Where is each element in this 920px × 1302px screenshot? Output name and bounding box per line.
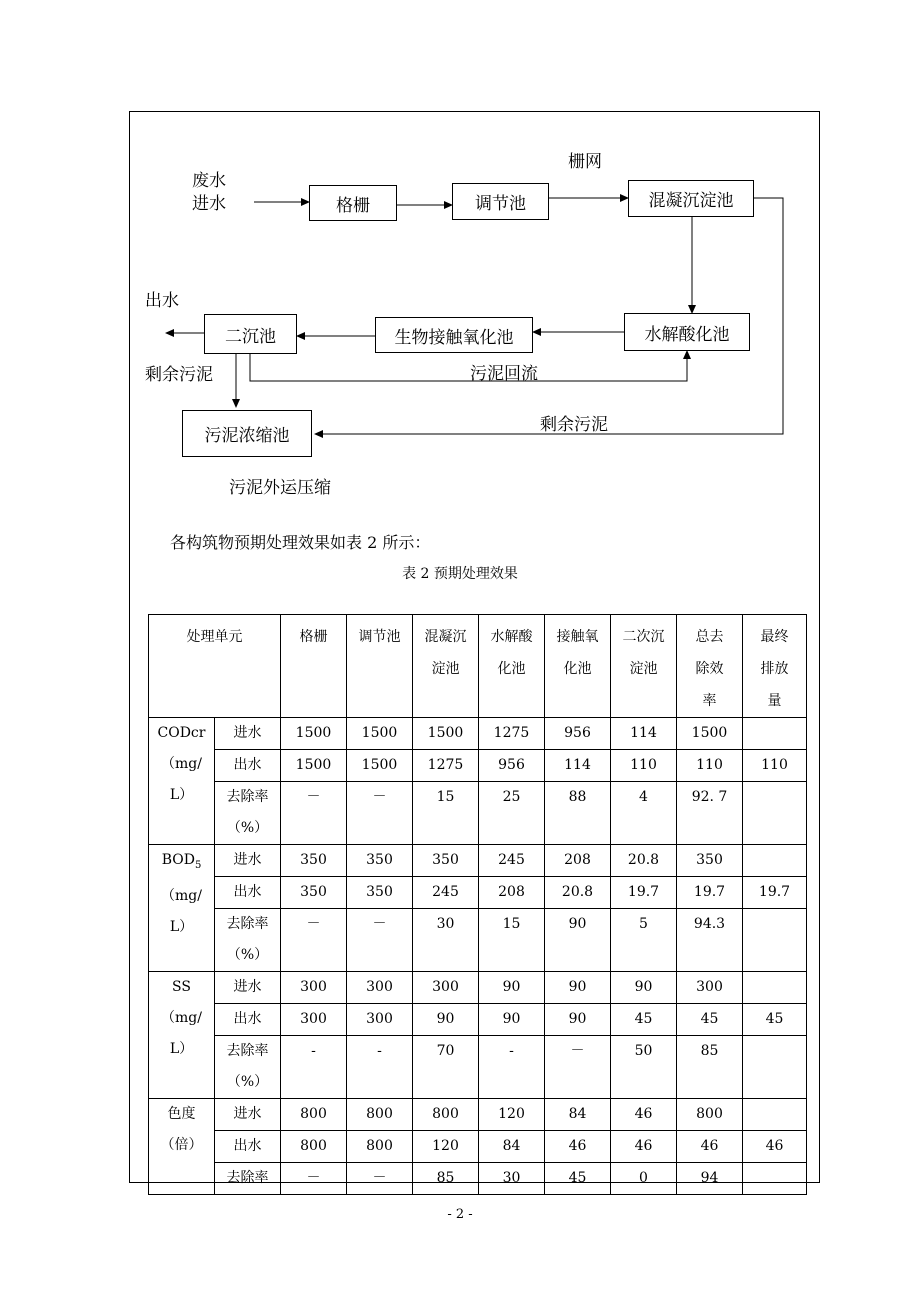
- value-cell: 88: [545, 782, 611, 845]
- row-label-cell: [215, 782, 281, 845]
- value-cell: 1275: [413, 750, 479, 782]
- row-label-cell: 出水: [215, 1004, 281, 1036]
- value-cell: 45: [545, 1163, 611, 1195]
- value-cell: 110: [611, 750, 677, 782]
- value-cell: 956: [479, 750, 545, 782]
- value-cell: 800: [677, 1099, 743, 1131]
- value-cell: 1500: [281, 750, 347, 782]
- value-cell: 90: [545, 1004, 611, 1036]
- value-cell: [743, 909, 807, 972]
- bio-contact-tank-label: 生物接触氧化池: [394, 327, 514, 348]
- secondary-clarifier-box: [204, 314, 297, 354]
- row-label-line: （%）: [226, 820, 269, 836]
- value-cell: 350: [413, 845, 479, 877]
- value-cell: 350: [281, 877, 347, 909]
- grid-label: 栅网: [568, 152, 602, 172]
- value-cell: 46: [743, 1131, 807, 1163]
- value-cell: 90: [545, 972, 611, 1004]
- value-cell: 94.3: [677, 909, 743, 972]
- parameter-cell: [149, 1099, 215, 1195]
- row-label-cell: 进水: [215, 1099, 281, 1131]
- header-final-discharge: 最终 排放 量: [743, 615, 807, 718]
- value-cell: 90: [611, 972, 677, 1004]
- value-cell: [743, 718, 807, 750]
- value-cell: 19.7: [611, 877, 677, 909]
- table-row: [149, 972, 807, 1004]
- table-row: [149, 1036, 807, 1099]
- grille-box: [309, 185, 397, 221]
- value-cell: －: [347, 1163, 413, 1195]
- header-grille: 格栅: [281, 615, 347, 718]
- parameter-label-line: SS: [172, 979, 191, 995]
- header-regulating: 调节池: [347, 615, 413, 718]
- parameter-cell: [149, 845, 215, 972]
- header-secondary: 二次沉 淀池: [611, 615, 677, 718]
- value-cell: 114: [611, 718, 677, 750]
- table-row: [149, 782, 807, 845]
- coagulation-tank-label: 混凝沉淀池: [648, 191, 734, 211]
- row-label-cell: [215, 1036, 281, 1099]
- hydrolysis-tank-box: [624, 313, 750, 351]
- page-number: - 2 -: [447, 1207, 473, 1222]
- parameter-label-line: L）: [169, 787, 194, 803]
- parameter-cell: [149, 718, 215, 845]
- flow-connectors: [0, 0, 920, 520]
- value-cell: 85: [413, 1163, 479, 1195]
- value-cell: 350: [347, 877, 413, 909]
- value-cell: 15: [413, 782, 479, 845]
- value-cell: 84: [545, 1099, 611, 1131]
- row-label-cell: 出水: [215, 1131, 281, 1163]
- sludge-thickener-box: [182, 410, 312, 457]
- table-caption: 表 2 预期处理效果: [402, 566, 518, 582]
- value-cell: 90: [479, 972, 545, 1004]
- value-cell: 350: [281, 845, 347, 877]
- value-cell: 84: [479, 1131, 545, 1163]
- header-contact: 接触氧 化池: [545, 615, 611, 718]
- intro-text: 各构筑物预期处理效果如表 2 所示：: [170, 533, 431, 552]
- table-row: [149, 845, 807, 877]
- value-cell: 19.7: [743, 877, 807, 909]
- value-cell: 208: [545, 845, 611, 877]
- value-cell: -: [347, 1036, 413, 1099]
- value-cell: 20.8: [545, 877, 611, 909]
- value-cell: 1275: [479, 718, 545, 750]
- parameter-label-line: 色度: [167, 1106, 196, 1122]
- secondary-clarifier-label: 二沉池: [225, 326, 276, 347]
- parameter-subscript: 5: [194, 859, 202, 871]
- table-row: [149, 909, 807, 972]
- value-cell: 300: [413, 972, 479, 1004]
- parameter-cell: [149, 972, 215, 1099]
- sludge-return-label: 污泥回流: [470, 364, 538, 384]
- parameter-label-line: （倍）: [160, 1137, 203, 1153]
- parameter-label-line: （mg/: [161, 887, 202, 904]
- arrow-sludge-return: [250, 351, 687, 381]
- value-cell: 1500: [281, 718, 347, 750]
- value-cell: 90: [413, 1004, 479, 1036]
- value-cell: －: [545, 1036, 611, 1099]
- value-cell: 46: [611, 1099, 677, 1131]
- table-row: [149, 718, 807, 750]
- value-cell: 50: [611, 1036, 677, 1099]
- value-cell: 46: [545, 1131, 611, 1163]
- value-cell: 94: [677, 1163, 743, 1195]
- header-hydrolysis: 水解酸 化池: [479, 615, 545, 718]
- parameter-label-line: BOD: [161, 852, 195, 868]
- value-cell: [743, 1163, 807, 1195]
- value-cell: 800: [281, 1099, 347, 1131]
- value-cell: 46: [677, 1131, 743, 1163]
- value-cell: 300: [281, 972, 347, 1004]
- value-cell: 1500: [347, 750, 413, 782]
- value-cell: －: [347, 782, 413, 845]
- value-cell: 92. 7: [677, 782, 743, 845]
- value-cell: [743, 972, 807, 1004]
- value-cell: 300: [347, 1004, 413, 1036]
- table-row: [149, 877, 807, 909]
- value-cell: －: [281, 782, 347, 845]
- inlet-label-line1: 废水: [192, 171, 226, 191]
- row-label-line: 去除率: [226, 1170, 269, 1186]
- value-cell: 45: [677, 1004, 743, 1036]
- value-cell: 120: [413, 1131, 479, 1163]
- value-cell: [743, 782, 807, 845]
- value-cell: [743, 1099, 807, 1131]
- value-cell: 956: [545, 718, 611, 750]
- row-label-cell: 进水: [215, 972, 281, 1004]
- value-cell: 800: [413, 1099, 479, 1131]
- value-cell: 30: [413, 909, 479, 972]
- header-total-removal: 总去 除效 率: [677, 615, 743, 718]
- hydrolysis-tank-label: 水解酸化池: [644, 324, 730, 345]
- row-label-cell: [215, 1163, 281, 1195]
- sludge-transport-label: 污泥外运压缩: [229, 478, 331, 498]
- row-label-cell: 出水: [215, 877, 281, 909]
- row-label-line: （%）: [226, 1074, 269, 1090]
- value-cell: 110: [743, 750, 807, 782]
- row-label-cell: 进水: [215, 845, 281, 877]
- value-cell: 300: [677, 972, 743, 1004]
- value-cell: －: [281, 1163, 347, 1195]
- value-cell: 800: [347, 1131, 413, 1163]
- coagulation-tank-box: [628, 180, 754, 217]
- value-cell: 0: [611, 1163, 677, 1195]
- table-row: [149, 750, 807, 782]
- value-cell: 350: [347, 845, 413, 877]
- parameter-label-line: （mg/: [161, 1010, 202, 1026]
- residual-sludge-right-label: 剩余污泥: [540, 415, 608, 435]
- row-label-cell: 进水: [215, 718, 281, 750]
- value-cell: 1500: [677, 718, 743, 750]
- parameter-label-line: CODcr: [157, 725, 206, 741]
- regulating-tank-box: [452, 183, 549, 220]
- value-cell: 245: [413, 877, 479, 909]
- header-unit: 处理单元: [149, 615, 281, 718]
- value-cell: 25: [479, 782, 545, 845]
- header-coagulation: 混凝沉 淀池: [413, 615, 479, 718]
- inlet-label-line2: 进水: [192, 194, 226, 214]
- value-cell: 90: [479, 1004, 545, 1036]
- value-cell: 245: [479, 845, 545, 877]
- value-cell: 208: [479, 877, 545, 909]
- parameter-label-line: （mg/: [161, 756, 202, 772]
- value-cell: [743, 1036, 807, 1099]
- value-cell: 70: [413, 1036, 479, 1099]
- value-cell: 114: [545, 750, 611, 782]
- value-cell: 15: [479, 909, 545, 972]
- value-cell: 120: [479, 1099, 545, 1131]
- value-cell: 350: [677, 845, 743, 877]
- table-row: [149, 1163, 807, 1195]
- value-cell: 45: [743, 1004, 807, 1036]
- table-header-row: [149, 615, 807, 718]
- value-cell: 300: [347, 972, 413, 1004]
- value-cell: 300: [281, 1004, 347, 1036]
- parameter-label-line: L）: [169, 918, 194, 935]
- parameter-label-line: L）: [169, 1041, 194, 1057]
- value-cell: 45: [611, 1004, 677, 1036]
- value-cell: 20.8: [611, 845, 677, 877]
- value-cell: 85: [677, 1036, 743, 1099]
- table-row: [149, 1004, 807, 1036]
- value-cell: －: [347, 909, 413, 972]
- row-label-cell: 出水: [215, 750, 281, 782]
- value-cell: -: [479, 1036, 545, 1099]
- value-cell: 30: [479, 1163, 545, 1195]
- value-cell: [743, 845, 807, 877]
- table-row: [149, 1099, 807, 1131]
- value-cell: -: [281, 1036, 347, 1099]
- table-row: [149, 1131, 807, 1163]
- bio-contact-tank-box: [375, 317, 533, 353]
- value-cell: 110: [677, 750, 743, 782]
- row-label-cell: [215, 909, 281, 972]
- outlet-label: 出水: [145, 291, 179, 311]
- value-cell: 19.7: [677, 877, 743, 909]
- residual-sludge-left-label: 剩余污泥: [145, 365, 213, 385]
- value-cell: －: [281, 909, 347, 972]
- row-label-line: 去除率: [226, 1043, 269, 1059]
- sludge-thickener-label: 污泥浓缩池: [204, 426, 290, 446]
- grille-box-label: 格栅: [336, 195, 370, 216]
- value-cell: 4: [611, 782, 677, 845]
- value-cell: 1500: [413, 718, 479, 750]
- regulating-tank-label: 调节池: [475, 194, 526, 214]
- value-cell: 5: [611, 909, 677, 972]
- row-label-line: （%）: [226, 947, 269, 963]
- treatment-effect-table: [148, 614, 807, 1195]
- value-cell: 800: [347, 1099, 413, 1131]
- row-label-line: 去除率: [226, 789, 269, 805]
- value-cell: 46: [611, 1131, 677, 1163]
- value-cell: 800: [281, 1131, 347, 1163]
- value-cell: 90: [545, 909, 611, 972]
- row-label-line: 去除率: [226, 916, 269, 932]
- value-cell: 1500: [347, 718, 413, 750]
